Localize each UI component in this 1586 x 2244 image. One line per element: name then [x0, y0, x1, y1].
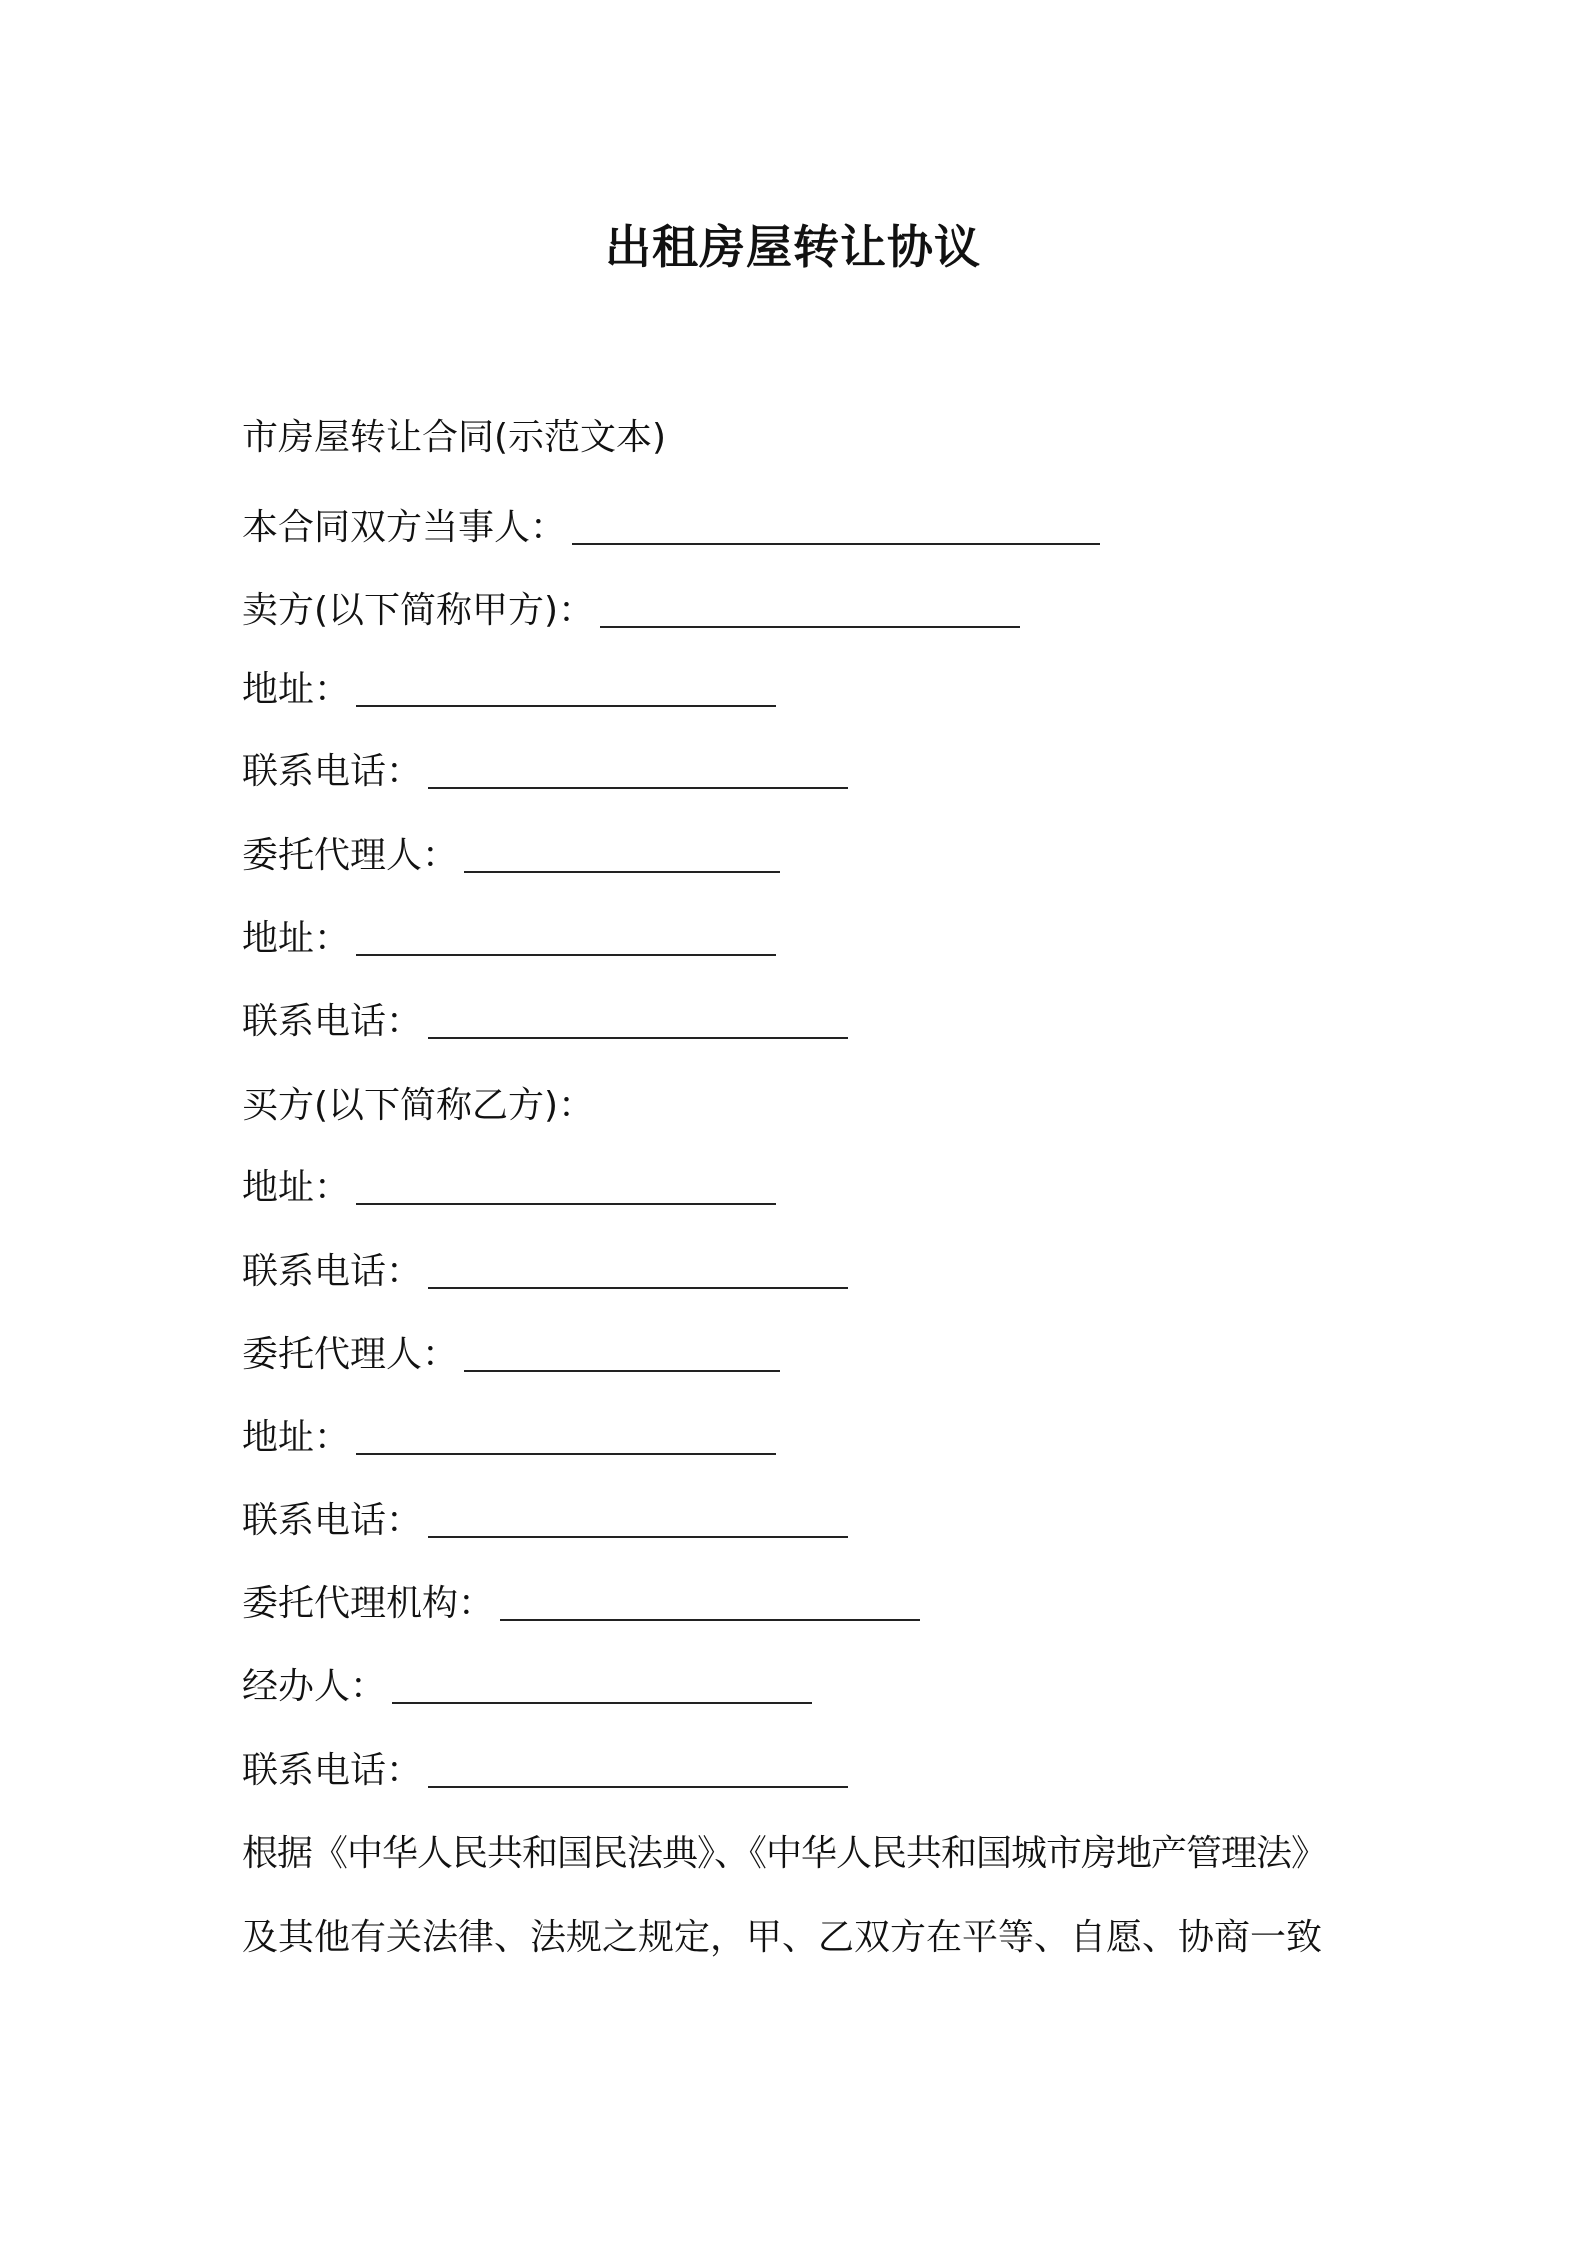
fill-in-blank [464, 1336, 780, 1372]
form-line-seller [242, 585, 1020, 637]
body-paragraph-line-1: 根据《中华人民共和国民法典》、《中华人民共和国城市房地产管理法》 [242, 1833, 1327, 1874]
fill-in-blank [428, 1003, 848, 1039]
form-line-handler [242, 1661, 812, 1713]
form-line-seller-address [242, 664, 776, 716]
form-line-parties [242, 502, 1100, 554]
fill-in-blank [356, 920, 776, 956]
field-label: 地址： [242, 1167, 351, 1208]
field-label: 联系电话： [242, 1750, 423, 1791]
field-label: 委托代理人： [242, 835, 459, 876]
form-line-handler-phone [242, 1745, 848, 1797]
form-line-buyer-address [242, 1162, 776, 1214]
contract-subtitle: 市房屋转让合同(示范文本) [242, 417, 667, 458]
body-paragraph-line-2: 及其他有关法律、法规之规定，甲、乙双方在平等、自愿、协商一致 [242, 1917, 1323, 1958]
fill-in-blank [356, 1419, 776, 1455]
field-label: 买方(以下简称乙方)： [242, 1085, 595, 1126]
document-title: 出租房屋转让协议 [605, 220, 981, 274]
fill-in-blank [392, 1668, 812, 1704]
field-label: 经办人： [242, 1666, 387, 1707]
field-label: 委托代理人： [242, 1334, 459, 1375]
fill-in-blank [464, 837, 780, 873]
fill-in-blank [572, 509, 1100, 545]
fill-in-blank [428, 1253, 848, 1289]
fill-in-blank [600, 592, 1020, 628]
field-label: 地址： [242, 1417, 351, 1458]
form-line-seller-phone [242, 746, 848, 798]
field-label: 地址： [242, 669, 351, 710]
fill-in-blank [428, 1502, 848, 1538]
form-line-buyer [242, 1080, 594, 1132]
field-label: 委托代理机构： [242, 1583, 495, 1624]
form-line-seller-agent-address [242, 913, 776, 965]
form-line-buyer-phone [242, 1246, 848, 1298]
form-line-buyer-agent-phone [242, 1495, 848, 1547]
field-label: 联系电话： [242, 751, 423, 792]
fill-in-blank [428, 1752, 848, 1788]
field-label: 联系电话： [242, 1001, 423, 1042]
fill-in-blank [356, 1169, 776, 1205]
field-label: 联系电话： [242, 1500, 423, 1541]
fill-in-blank [500, 1585, 920, 1621]
fill-in-blank [428, 753, 848, 789]
form-line-buyer-agent-address [242, 1412, 776, 1464]
field-label: 联系电话： [242, 1251, 423, 1292]
fill-in-blank [356, 671, 776, 707]
form-line-agency [242, 1578, 920, 1630]
form-line-seller-agent-phone [242, 996, 848, 1048]
field-label: 卖方(以下简称甲方)： [242, 590, 595, 631]
form-line-buyer-agent [242, 1329, 780, 1381]
field-label: 地址： [242, 918, 351, 959]
form-line-seller-agent [242, 830, 780, 882]
field-label: 本合同双方当事人： [242, 507, 567, 548]
